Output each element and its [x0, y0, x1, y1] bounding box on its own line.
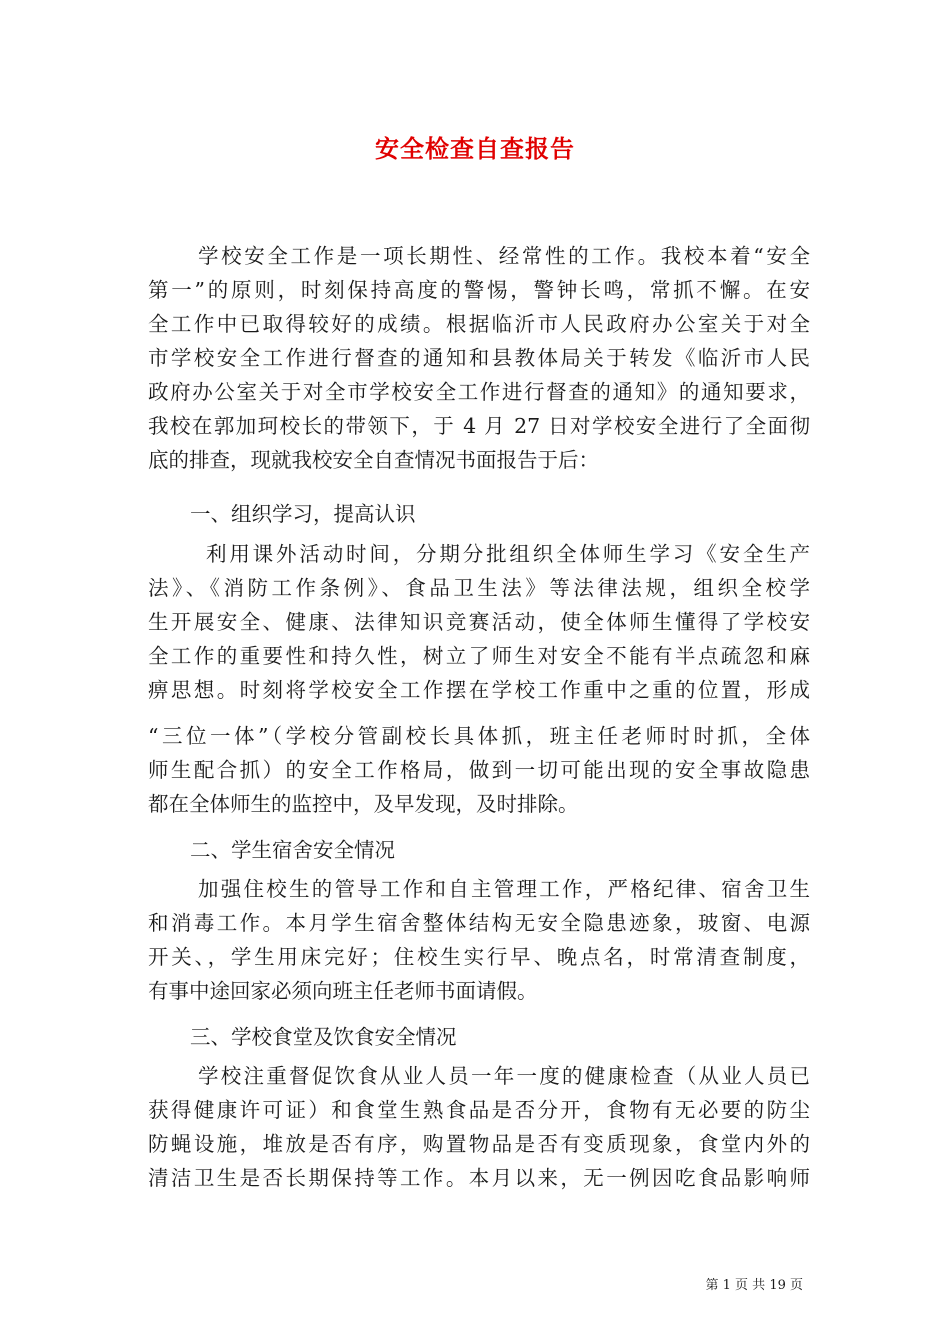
paragraph-line: 全工作中已取得较好的成绩。根据临沂市人民政府办公室关于对全: [148, 312, 810, 336]
paragraph-line: 学校注重督促饮食从业人员一年一度的健康检查（从业人员已: [198, 1064, 810, 1088]
paragraph-line: 和消毒工作。本月学生宿舍整体结构无安全隐患迹象，玻窗、电源: [148, 911, 810, 935]
paragraph-line: 加强住校生的管导工作和自主管理工作，严格纪律、宿舍卫生: [198, 877, 810, 901]
paragraph-line: 我校在郭加珂校长的带领下，于 4 月 27 日对学校安全进行了全面彻: [148, 414, 810, 438]
paragraph-line: “三位一体”（学校分管副校长具体抓，班主任老师时时抓，全体: [148, 724, 810, 748]
paragraph-line: 第一”的原则，时刻保持高度的警惕，警钟长鸣，常抓不懈。在安: [148, 278, 810, 302]
paragraph-line: 师生配合抓）的安全工作格局，做到一切可能出现的安全事故隐患: [148, 758, 810, 782]
paragraph-line: 开关、，学生用床完好；住校生实行早、晚点名，时常清查制度，: [148, 945, 810, 969]
paragraph-line: 都在全体师生的监控中，及早发现，及时排除。: [148, 792, 579, 816]
page-number: 第 1 页 共 19 页: [705, 1278, 803, 1293]
section-heading: 三、学校食堂及饮食安全情况: [190, 1025, 457, 1049]
paragraph-line: 政府办公室关于对全市学校安全工作进行督查的通知》的通知要求，: [148, 380, 810, 404]
section-heading: 一、组织学习，提高认识: [190, 502, 416, 526]
paragraph-line: 清洁卫生是否长期保持等工作。本月以来，无一例因吃食品影响师: [148, 1166, 810, 1190]
paragraph-line: 利用课外活动时间，分期分批组织全体师生学习《安全生产: [206, 542, 810, 566]
paragraph-line: 痹思想。时刻将学校安全工作摆在学校工作重中之重的位置，形成: [148, 678, 810, 702]
paragraph-line: 底的排查，现就我校安全自查情况书面报告于后：: [148, 448, 599, 472]
paragraph-line: 获得健康许可证）和食堂生熟食品是否分开，食物有无必要的防尘: [148, 1098, 810, 1122]
paragraph-line: 防蝇设施，堆放是否有序，购置物品是否有变质现象，食堂内外的: [148, 1132, 810, 1156]
paragraph-line: 法》、《消防工作条例》、食品卫生法》等法律法规，组织全校学: [148, 576, 810, 600]
section-heading: 二、学生宿舍安全情况: [190, 838, 395, 862]
document-title: 安全检查自查报告: [375, 134, 575, 163]
paragraph-line: 市学校安全工作进行督查的通知和县教体局关于转发《临沂市人民: [148, 346, 810, 370]
paragraph-line: 学校安全工作是一项长期性、经常性的工作。我校本着“安全: [198, 244, 810, 268]
paragraph-line: 全工作的重要性和持久性，树立了师生对安全不能有半点疏忽和麻: [148, 644, 810, 668]
paragraph-line: 生开展安全、健康、法律知识竞赛活动，使全体师生懂得了学校安: [148, 610, 810, 634]
paragraph-line: 有事中途回家必须向班主任老师书面请假。: [148, 979, 538, 1003]
